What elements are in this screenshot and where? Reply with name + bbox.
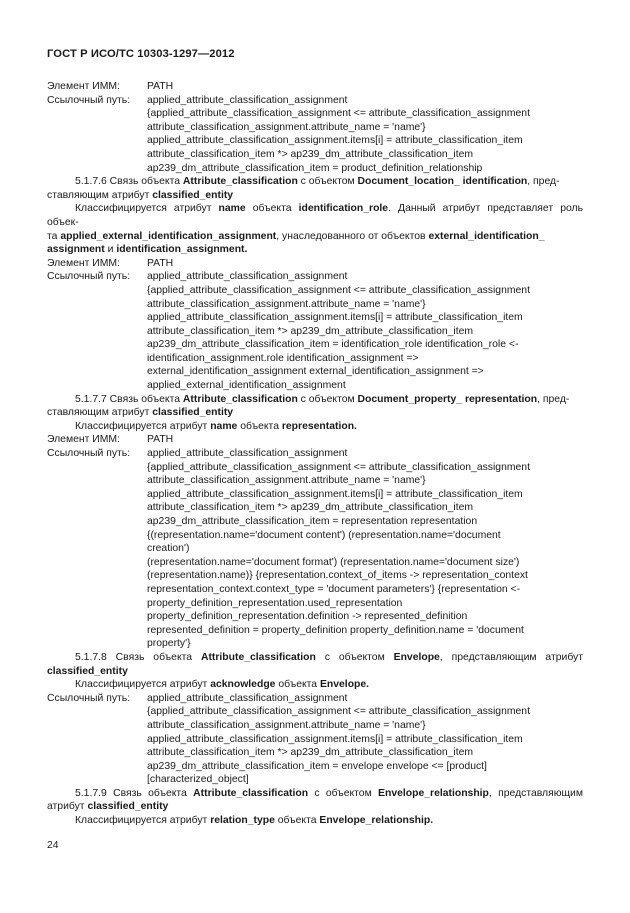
- mim-element-row: [47, 433, 583, 447]
- ref-path-line: {(representation.name='document content') (representation.name='document: [147, 529, 501, 541]
- ref-path-line: attribute_classification_assignment.attribute_name = 'name'}: [147, 475, 426, 487]
- ref-path-line: ap239_dm_attribute_classification_item = identification_role identification_role <-: [147, 339, 519, 351]
- ref-path-line: (representation.name='document format') (representation.name='document size'): [147, 556, 520, 568]
- ref-path-label: Ссылочный путь:: [47, 448, 131, 460]
- ref-path-line: applied_attribute_classification_assignment: [147, 448, 348, 460]
- ref-path-label: Ссылочный путь:: [47, 271, 131, 283]
- page-body: [47, 80, 583, 828]
- ref-path-line: creation'): [147, 543, 190, 555]
- section-heading-5177: 5.1.7.7 Связь объекта Attribute_classification с объектом Document_property_ representation, пред-: [75, 393, 570, 405]
- page-header: ГОСТ Р ИСО/ТС 10303-1297—2012: [47, 48, 235, 60]
- ref-path-line: [characterized_object]: [147, 774, 249, 786]
- ref-path-line: identification_assignment.role identification_assignment =>: [147, 352, 419, 364]
- ref-path-line: applied_attribute_classification_assignment: [147, 94, 348, 106]
- classification-text-5178: Классифицируется атрибут acknowledge объекта Envelope.: [75, 679, 370, 691]
- ref-path-line: applied_attribute_classification_assignment.items[i] = attribute_classification_item: [147, 488, 523, 500]
- mim-element-label: Элемент ИММ:: [47, 81, 120, 92]
- ref-path-row: [47, 270, 583, 284]
- ref-path-line: applied_attribute_classification_assignment.items[i] = attribute_classification_item: [147, 135, 523, 147]
- ref-path-line: attribute_classification_assignment.attribute_name = 'name'}: [147, 719, 426, 731]
- ref-path-row: [47, 692, 583, 706]
- mim-element-label: Элемент ИММ:: [47, 257, 120, 269]
- classification-text-5176: Классифицируется атрибут name объекта identification_role. Данный атрибут представляет роль объек-: [47, 203, 583, 228]
- mim-element-row: [47, 257, 583, 271]
- ref-path-line: applied_attribute_classification_assignment: [147, 692, 348, 704]
- ref-path-line: applied_attribute_classification_assignment: [147, 271, 348, 283]
- ref-path-line: attribute_classification_item *> ap239_dm_attribute_classification_item: [147, 148, 474, 160]
- ref-path-line: attribute_classification_item *> ap239_dm_attribute_classification_item: [147, 325, 474, 337]
- section-heading-5176-cont: ставляющим атрибут classified_entity: [47, 189, 234, 201]
- ref-path-row: [47, 447, 583, 461]
- mim-element-value: PATH: [147, 257, 174, 269]
- classification-text-5176-cont: та applied_external_identification_assignment, унаследованного от объектов external_identification_: [47, 230, 545, 242]
- ref-path-line: representation_context.context_type = 'document parameters'} {representation <-: [147, 583, 521, 595]
- ref-path-line: attribute_classification_assignment.attribute_name = 'name'}: [147, 121, 426, 133]
- section-heading-5178-cont: classified_entity: [47, 665, 128, 677]
- ref-path-label: Ссылочный путь:: [47, 692, 131, 704]
- mim-element-label: Элемент ИММ:: [47, 434, 120, 446]
- section-heading-5177-cont: ставляющим атрибут classified_entity: [47, 407, 234, 419]
- ref-path-line: {applied_attribute_classification_assignment <= attribute_classification_assignment: [147, 108, 530, 120]
- mim-element-row: [47, 80, 583, 94]
- section-heading-5179-cont: атрибут classified_entity: [47, 801, 169, 813]
- ref-path-line: property_definition_representation.used_representation: [147, 597, 403, 609]
- ref-path-line: property_definition_representation.definition -> represented_definition: [147, 611, 468, 623]
- mim-element-value: PATH: [147, 81, 174, 92]
- ref-path-line: property'}: [147, 638, 191, 650]
- section-heading-5176: 5.1.7.6 Связь объекта Attribute_classification с объектом Document_location_ identification, пред-: [75, 176, 560, 188]
- ref-path-row: [47, 94, 583, 108]
- ref-path-line: external_identification_assignment external_identification_assignment =>: [147, 366, 484, 378]
- ref-path-line: {applied_attribute_classification_assignment <= attribute_classification_assignment: [147, 706, 530, 718]
- ref-path-line: ap239_dm_attribute_classification_item = representation representation: [147, 516, 478, 527]
- ref-path-line: {applied_attribute_classification_assignment <= attribute_classification_assignment: [147, 284, 530, 296]
- ref-path-label: Ссылочный путь:: [47, 94, 131, 106]
- ref-path-line: attribute_classification_assignment.attribute_name = 'name'}: [147, 298, 426, 310]
- section-heading-5178: 5.1.7.8 Связь объекта Attribute_classification с объектом Envelope, представляющим атрибут: [75, 651, 583, 663]
- ref-path-line: ap239_dm_attribute_classification_item = product_definition_relationship: [147, 162, 483, 174]
- ref-path-line: applied_attribute_classification_assignment.items[i] = attribute_classification_item: [147, 312, 523, 324]
- classification-text-5177: Классифицируется атрибут name объекта representation.: [75, 420, 357, 432]
- ref-path-line: represented_definition = property_definition property_definition.name = 'document: [147, 624, 524, 636]
- ref-path-line: attribute_classification_item *> ap239_dm_attribute_classification_item: [147, 502, 474, 514]
- ref-path-line: applied_external_identification_assignment: [147, 380, 346, 392]
- ref-path-line: ap239_dm_attribute_classification_item = envelope envelope <= [product]: [147, 760, 487, 772]
- ref-path-line: (representation.name)} {representation.context_of_items -> representation_context: [147, 570, 528, 582]
- ref-path-line: attribute_classification_item *> ap239_dm_attribute_classification_item: [147, 747, 474, 759]
- ref-path-line: {applied_attribute_classification_assignment <= attribute_classification_assignment: [147, 461, 530, 473]
- mim-element-value: PATH: [147, 434, 174, 446]
- classification-text-5179: Классифицируется атрибут relation_type объекта Envelope_relationship.: [75, 815, 434, 827]
- page-number: 24: [47, 840, 59, 851]
- classification-text-5176-cont2: assignment и identification_assignment.: [47, 244, 248, 256]
- ref-path-line: applied_attribute_classification_assignment.items[i] = attribute_classification_item: [147, 733, 523, 745]
- section-heading-5179: 5.1.7.9 Связь объекта Attribute_classification с объектом Envelope_relationship, представляющим: [75, 787, 584, 799]
